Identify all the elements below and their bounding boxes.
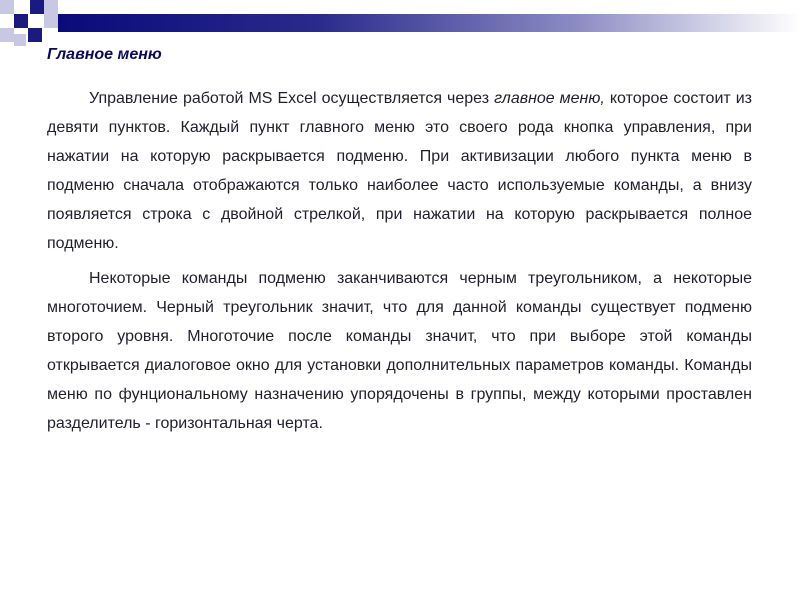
- decor-square: [0, 28, 14, 42]
- decor-square: [44, 0, 58, 14]
- top-banner: [58, 14, 800, 32]
- decor-square: [44, 14, 58, 28]
- paragraph: [47, 84, 752, 258]
- decor-square: [14, 34, 26, 46]
- decor-square: [28, 28, 42, 42]
- decor-square: [14, 14, 28, 28]
- slide-body: [47, 84, 752, 444]
- slide-title: Главное меню: [47, 46, 162, 63]
- paragraph-text: которое состоит из девяти пунктов. Каждый пункт главного меню это своего рода кнопка управления, при нажатии на которую раскрывается подменю. При активизации любого пункта меню в подменю сначала отображаются только наиболее часто используемые команды, а внизу появляется строка с двойной стрелкой, при нажатии на которую раскрывается полное подменю.: [47, 90, 752, 252]
- decor-square: [0, 0, 14, 14]
- paragraph-text: Управление работой MS Excel осуществляется через: [89, 90, 495, 107]
- decor-square: [30, 0, 44, 14]
- paragraph: Некоторые команды подменю заканчиваются черным треугольником, а некоторые многоточием. Черный треугольник значит, что для данной команды существует подменю второго уровня. Многоточие после команды значит, что при выборе этой команды открывается диалоговое окно для установки дополнительных параметров команды. Команды меню по фунциональному назначению упорядочены в группы, между которыми проставлен разделитель - горизонтальная черта.: [47, 270, 752, 432]
- emphasis-text: главное меню,: [494, 90, 605, 107]
